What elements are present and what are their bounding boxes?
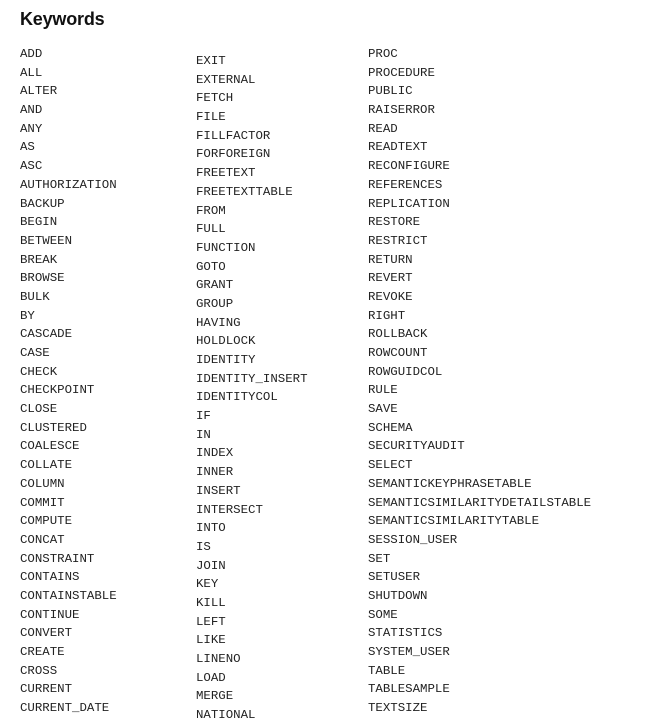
keyword-item: ANY bbox=[20, 121, 43, 136]
keyword-item: IS bbox=[196, 539, 211, 554]
keyword-item: IN bbox=[196, 427, 211, 442]
keyword-item: COLUMN bbox=[20, 476, 65, 491]
keyword-item: ALL bbox=[20, 65, 43, 80]
keyword-item: BACKUP bbox=[20, 196, 65, 211]
keyword-item: IDENTITYCOL bbox=[196, 390, 278, 405]
keyword-item: ROWCOUNT bbox=[368, 346, 428, 360]
keyword-item: ASC bbox=[20, 159, 43, 174]
keyword-item: BEGIN bbox=[20, 215, 58, 230]
keyword-item: CROSS bbox=[20, 663, 58, 678]
keyword-item: NATIONAL bbox=[196, 708, 256, 723]
keyword-item: RIGHT bbox=[368, 308, 406, 323]
keyword-item: CLOSE bbox=[20, 402, 58, 417]
keyword-item: REVOKE bbox=[368, 289, 413, 304]
keyword-item: CURRENT_DATE bbox=[20, 701, 110, 716]
keyword-item: IDENTITY_INSERT bbox=[196, 371, 308, 386]
keyword-item: COMMIT bbox=[20, 495, 65, 510]
keyword-item: FREETEXTTABLE bbox=[196, 184, 293, 199]
keyword-item: INTERSECT bbox=[196, 502, 263, 517]
keyword-item: BULK bbox=[20, 289, 50, 304]
keyword-item: SEMANTICKEYPHRASETABLE bbox=[368, 476, 532, 491]
keyword-item: BETWEEN bbox=[20, 233, 73, 248]
keyword-item: GOTO bbox=[196, 259, 226, 274]
keyword-item: LOAD bbox=[196, 670, 226, 685]
keyword-item: BROWSE bbox=[20, 271, 65, 286]
keyword-item: SCHEMA bbox=[368, 420, 413, 435]
keyword-item: SELECT bbox=[368, 458, 413, 473]
keyword-item: CHECKPOINT bbox=[20, 383, 95, 398]
keyword-item: FUNCTION bbox=[196, 240, 256, 255]
keyword-item: CREATE bbox=[20, 645, 65, 659]
keyword-item: INSERT bbox=[196, 483, 241, 498]
keyword-item: COLLATE bbox=[20, 458, 73, 473]
keyword-item: INDEX bbox=[196, 446, 234, 461]
keyword-column-1 bbox=[20, 45, 117, 718]
keyword-item: GROUP bbox=[196, 296, 234, 311]
keyword-item: CONTAINS bbox=[20, 570, 80, 585]
keyword-item: SETUSER bbox=[368, 570, 421, 585]
keyword-item: CONCAT bbox=[20, 532, 65, 547]
keyword-item: FREETEXT bbox=[196, 166, 256, 181]
keyword-item: INTO bbox=[196, 521, 226, 536]
keyword-column-3 bbox=[368, 45, 591, 718]
keyword-item: LINENO bbox=[196, 652, 241, 666]
keyword-item: READTEXT bbox=[368, 140, 428, 155]
keyword-item: CONTINUE bbox=[20, 607, 80, 622]
keyword-item: CURRENT bbox=[20, 682, 73, 697]
keyword-item: AUTHORIZATION bbox=[20, 177, 117, 192]
keyword-item: BY bbox=[20, 308, 35, 323]
keyword-item: LEFT bbox=[196, 614, 226, 629]
keyword-item: RESTRICT bbox=[368, 233, 428, 248]
page-title: Keywords bbox=[20, 9, 105, 29]
keyword-item: FORFOREIGN bbox=[196, 147, 271, 162]
keyword-item: FULL bbox=[196, 222, 226, 237]
keyword-item: FROM bbox=[196, 203, 226, 218]
keyword-item: PUBLIC bbox=[368, 84, 413, 99]
keyword-item: SECURITYAUDIT bbox=[368, 439, 465, 454]
keyword-item: CONVERT bbox=[20, 626, 73, 641]
keyword-item: IF bbox=[196, 409, 211, 424]
keyword-item: AND bbox=[20, 103, 43, 118]
keyword-item: RESTORE bbox=[368, 215, 421, 230]
keyword-item: IDENTITY bbox=[196, 353, 256, 367]
keyword-item: SEMANTICSIMILARITYTABLE bbox=[368, 514, 540, 529]
keyword-item: RETURN bbox=[368, 252, 413, 267]
keyword-item: TEXTSIZE bbox=[368, 701, 428, 716]
keyword-item: CONTAINSTABLE bbox=[20, 588, 117, 603]
keyword-item: KILL bbox=[196, 595, 226, 610]
keyword-item: FETCH bbox=[196, 91, 234, 106]
keyword-item: REFERENCES bbox=[368, 177, 443, 192]
keyword-item: SAVE bbox=[368, 402, 398, 417]
keyword-item: REPLICATION bbox=[368, 196, 450, 211]
keyword-item: CHECK bbox=[20, 364, 58, 379]
keyword-item: FILE bbox=[196, 110, 226, 125]
keyword-item: COALESCE bbox=[20, 439, 80, 454]
keyword-item: TABLESAMPLE bbox=[368, 682, 450, 697]
keyword-item: SYSTEM_USER bbox=[368, 645, 450, 659]
keyword-item: MERGE bbox=[196, 689, 234, 704]
keyword-item: ADD bbox=[20, 47, 43, 61]
keyword-item: PROCEDURE bbox=[368, 65, 435, 80]
keyword-item: READ bbox=[368, 121, 398, 136]
keyword-item: CASE bbox=[20, 346, 50, 360]
keyword-item: RAISERROR bbox=[368, 103, 435, 118]
keyword-item: SEMANTICSIMILARITYDETAILSTABLE bbox=[368, 495, 592, 510]
keyword-item: LIKE bbox=[196, 633, 226, 648]
keyword-item: SESSION_USER bbox=[368, 532, 458, 547]
keyword-item: COMPUTE bbox=[20, 514, 73, 529]
keyword-item: CASCADE bbox=[20, 327, 73, 342]
keyword-item: BREAK bbox=[20, 252, 58, 267]
keyword-item: ROLLBACK bbox=[368, 327, 428, 342]
keyword-column-2 bbox=[196, 52, 308, 725]
keyword-item: SHUTDOWN bbox=[368, 588, 428, 603]
keyword-item: JOIN bbox=[196, 558, 226, 573]
keyword-item: ROWGUIDCOL bbox=[368, 364, 443, 379]
keyword-item: STATISTICS bbox=[368, 626, 443, 641]
keyword-item: ALTER bbox=[20, 84, 58, 99]
keyword-item: INNER bbox=[196, 465, 234, 480]
keyword-item: EXTERNAL bbox=[196, 72, 256, 87]
keyword-item: SOME bbox=[368, 607, 398, 622]
keyword-item: RULE bbox=[368, 383, 398, 398]
keyword-item: REVERT bbox=[368, 271, 413, 286]
keyword-item: PROC bbox=[368, 47, 398, 61]
keyword-item: RECONFIGURE bbox=[368, 159, 450, 174]
keyword-item: HOLDLOCK bbox=[196, 334, 256, 349]
keyword-item: CONSTRAINT bbox=[20, 551, 95, 566]
keyword-item: CLUSTERED bbox=[20, 420, 87, 435]
keyword-item: FILLFACTOR bbox=[196, 128, 271, 143]
keyword-item: EXIT bbox=[196, 54, 226, 68]
keyword-item: SET bbox=[368, 551, 391, 566]
keyword-item: TABLE bbox=[368, 663, 406, 678]
keyword-item: AS bbox=[20, 140, 35, 155]
keyword-item: HAVING bbox=[196, 315, 241, 330]
keyword-item: KEY bbox=[196, 577, 219, 592]
keyword-item: GRANT bbox=[196, 278, 234, 293]
